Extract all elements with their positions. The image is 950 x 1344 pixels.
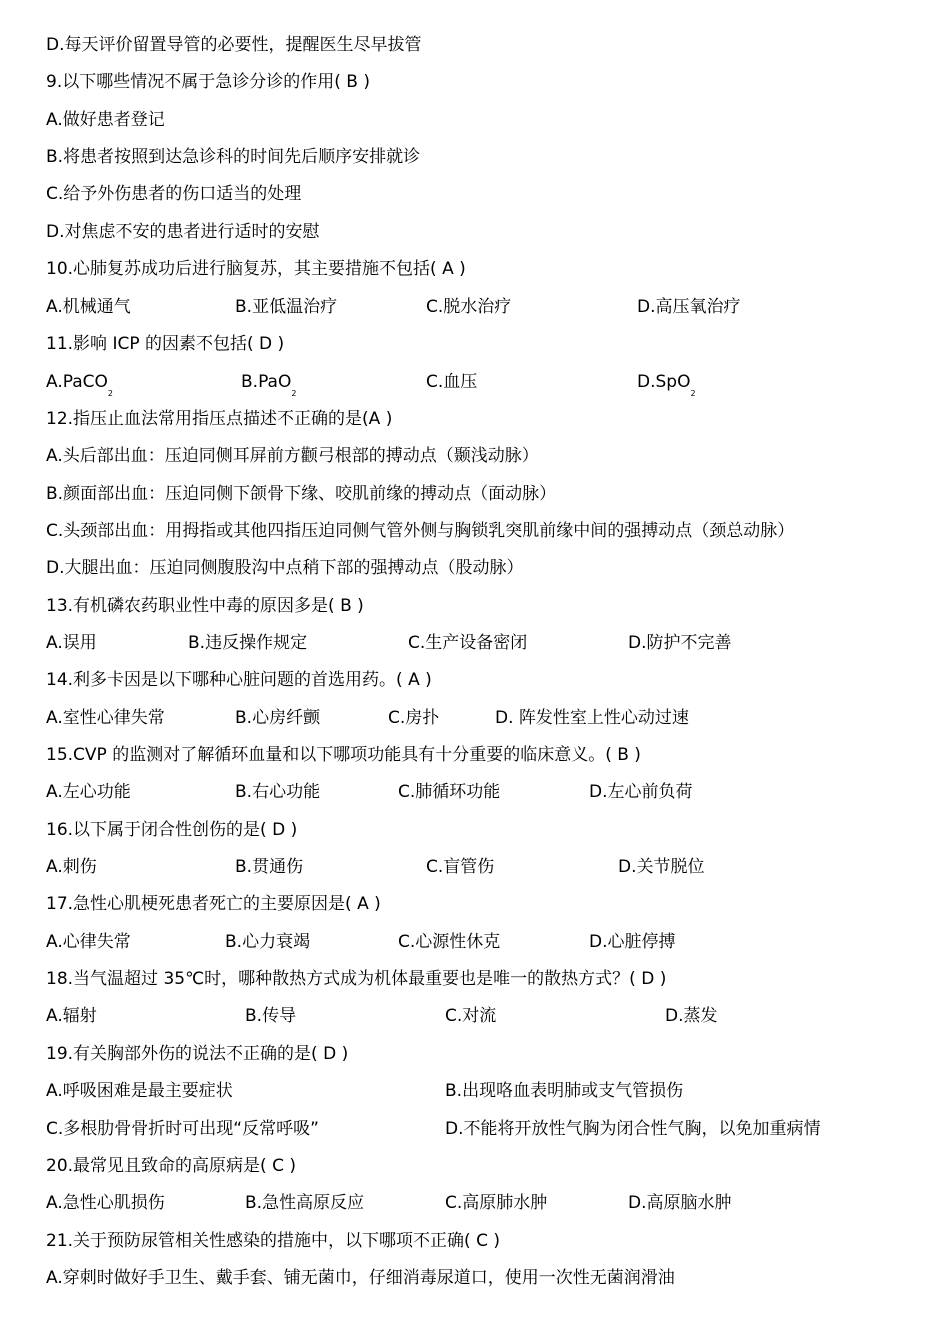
text-line: 13.有机磷农药职业性中毒的原因多是( B ): [46, 596, 364, 616]
option-text: [589, 779, 693, 805]
option-label: D.防护不完善: [628, 633, 732, 653]
text-line: [46, 630, 926, 656]
option-label: D.不能将开放性气胸为闭合性气胸，以免加重病情: [445, 1119, 821, 1139]
option-text: [46, 294, 131, 320]
option-text: [426, 294, 511, 320]
text-line: [46, 1003, 926, 1029]
text-line: A.做好患者登记: [46, 110, 165, 130]
text-line: [46, 779, 926, 805]
option-label: D.高压氧治疗: [637, 297, 741, 317]
text-line: 9.以下哪些情况不属于急诊分诊的作用( B ): [46, 72, 370, 92]
option-label: D.心脏停搏: [589, 932, 676, 952]
option-label: A.PaCO: [46, 372, 108, 392]
option-label: B.亚低温治疗: [235, 297, 338, 317]
option-label: B.右心功能: [235, 782, 321, 802]
text-line: B.将患者按照到达急诊科的时间先后顺序安排就诊: [46, 147, 421, 167]
text-line: [46, 1190, 926, 1216]
option-text: [46, 779, 131, 805]
option-text: [426, 854, 494, 880]
option-text: [46, 1003, 97, 1029]
option-label: A.心律失常: [46, 932, 131, 952]
option-text: [46, 1078, 233, 1104]
option-text: [445, 1190, 547, 1216]
option-label: C.房扑: [388, 708, 440, 728]
option-label: D.蒸发: [665, 1006, 718, 1026]
option-text: [245, 1003, 296, 1029]
text-line: [46, 1078, 926, 1104]
text-line: B.颜面部出血：压迫同侧下颌骨下缘、咬肌前缘的搏动点（面动脉）: [46, 484, 557, 504]
text-line: C.头颈部出血：用拇指或其他四指压迫同侧气管外侧与胸锁乳突肌前缘中间的强搏动点（颈总动脉）: [46, 521, 795, 541]
option-text: [235, 705, 320, 731]
option-text: [388, 705, 439, 731]
option-label: C.血压: [426, 372, 478, 392]
option-text: [637, 369, 696, 407]
option-text: [225, 929, 310, 955]
option-text: [445, 1078, 683, 1104]
option-text: [398, 779, 500, 805]
option-label: B.心房纤颤: [235, 708, 321, 728]
option-label: A.室性心律失常: [46, 708, 165, 728]
option-label: C.脱水治疗: [426, 297, 512, 317]
text-line: D.对焦虑不安的患者进行适时的安慰: [46, 222, 320, 242]
option-text: [628, 630, 732, 656]
text-line: [46, 294, 926, 320]
option-label: D. 阵发性室上性心动过速: [495, 708, 689, 728]
option-text: [637, 294, 741, 320]
option-text: [235, 779, 320, 805]
text-line: 21.关于预防尿管相关性感染的措施中，以下哪项不正确( C ): [46, 1231, 500, 1251]
option-label: A.刺伤: [46, 857, 97, 877]
text-line: [46, 1116, 926, 1142]
text-line: 15.CVP 的监测对了解循环血量和以下哪项功能具有十分重要的临床意义。( B ): [46, 745, 641, 765]
option-text: [426, 369, 477, 395]
option-label: C.多根肋骨骨折时可出现“反常呼吸”: [46, 1119, 319, 1139]
option-label: D.高原脑水肿: [628, 1193, 732, 1213]
option-label: A.呼吸困难是最主要症状: [46, 1081, 233, 1101]
option-text: [241, 369, 296, 407]
option-label: A.左心功能: [46, 782, 131, 802]
option-label: C.心源性休克: [398, 932, 501, 952]
option-text: [46, 854, 97, 880]
subscript: 2: [291, 389, 297, 398]
option-text: [46, 1116, 319, 1142]
option-label: A.机械通气: [46, 297, 131, 317]
option-text: [235, 294, 337, 320]
option-text: [46, 1190, 165, 1216]
option-label: A.误用: [46, 633, 97, 653]
option-text: [46, 630, 97, 656]
option-label: B.PaO: [241, 372, 292, 392]
option-label: A.辐射: [46, 1006, 97, 1026]
option-text: [589, 929, 676, 955]
text-line: [46, 929, 926, 955]
option-label: B.心力衰竭: [225, 932, 311, 952]
option-text: [495, 705, 689, 731]
text-line: 18.当气温超过 35℃时，哪种散热方式成为机体最重要也是唯一的散热方式？( D ): [46, 969, 667, 989]
text-line: 12.指压止血法常用指压点描述不正确的是(A ): [46, 409, 393, 429]
option-text: [618, 854, 705, 880]
option-label: B.违反操作规定: [188, 633, 308, 653]
option-label: C.盲管伤: [426, 857, 495, 877]
text-line: 10.心肺复苏成功后进行脑复苏，其主要措施不包括( A ): [46, 259, 466, 279]
subscript: 2: [690, 389, 696, 398]
option-label: D.SpO: [637, 372, 691, 392]
option-label: D.左心前负荷: [589, 782, 693, 802]
text-line: 20.最常见且致命的高原病是( C ): [46, 1156, 296, 1176]
text-line: [46, 369, 926, 398]
option-text: [398, 929, 500, 955]
option-text: [46, 369, 113, 407]
option-label: B.出现咯血表明肺或支气管损伤: [445, 1081, 684, 1101]
text-line: 17.急性心肌梗死患者死亡的主要原因是( A ): [46, 894, 381, 914]
text-line: D.每天评价留置导管的必要性，提醒医生尽早拔管: [46, 35, 422, 55]
option-text: [46, 929, 131, 955]
text-line: [46, 854, 926, 880]
text-line: 19.有关胸部外伤的说法不正确的是( D ): [46, 1044, 349, 1064]
option-text: [245, 1190, 364, 1216]
text-line: [46, 705, 926, 731]
option-label: C.肺循环功能: [398, 782, 501, 802]
option-label: C.高原肺水肿: [445, 1193, 548, 1213]
text-line: 11.影响 ICP 的因素不包括( D ): [46, 334, 285, 354]
text-line: 16.以下属于闭合性创伤的是( D ): [46, 820, 298, 840]
option-text: [408, 630, 527, 656]
text-line: C.给予外伤患者的伤口适当的处理: [46, 184, 302, 204]
text-line: A.穿刺时做好手卫生、戴手套、铺无菌巾，仔细消毒尿道口，使用一次性无菌润滑油: [46, 1268, 675, 1288]
option-label: B.贯通伤: [235, 857, 304, 877]
option-label: A.急性心肌损伤: [46, 1193, 165, 1213]
option-text: [628, 1190, 732, 1216]
text-line: 14.利多卡因是以下哪种心脏问题的首选用药。( A ): [46, 670, 432, 690]
subscript: 2: [107, 389, 113, 398]
option-label: C.对流: [445, 1006, 497, 1026]
option-text: [445, 1116, 821, 1142]
option-label: D.关节脱位: [618, 857, 705, 877]
option-text: [665, 1003, 718, 1029]
option-text: [235, 854, 303, 880]
option-label: C.生产设备密闭: [408, 633, 528, 653]
text-line: A.头后部出血：压迫同侧耳屏前方颧弓根部的搏动点（颞浅动脉）: [46, 446, 539, 466]
option-text: [445, 1003, 496, 1029]
text-line: D.大腿出血：压迫同侧腹股沟中点稍下部的强搏动点（股动脉）: [46, 558, 524, 578]
option-label: B.传导: [245, 1006, 297, 1026]
option-text: [46, 705, 165, 731]
option-text: [188, 630, 307, 656]
option-label: B.急性高原反应: [245, 1193, 365, 1213]
